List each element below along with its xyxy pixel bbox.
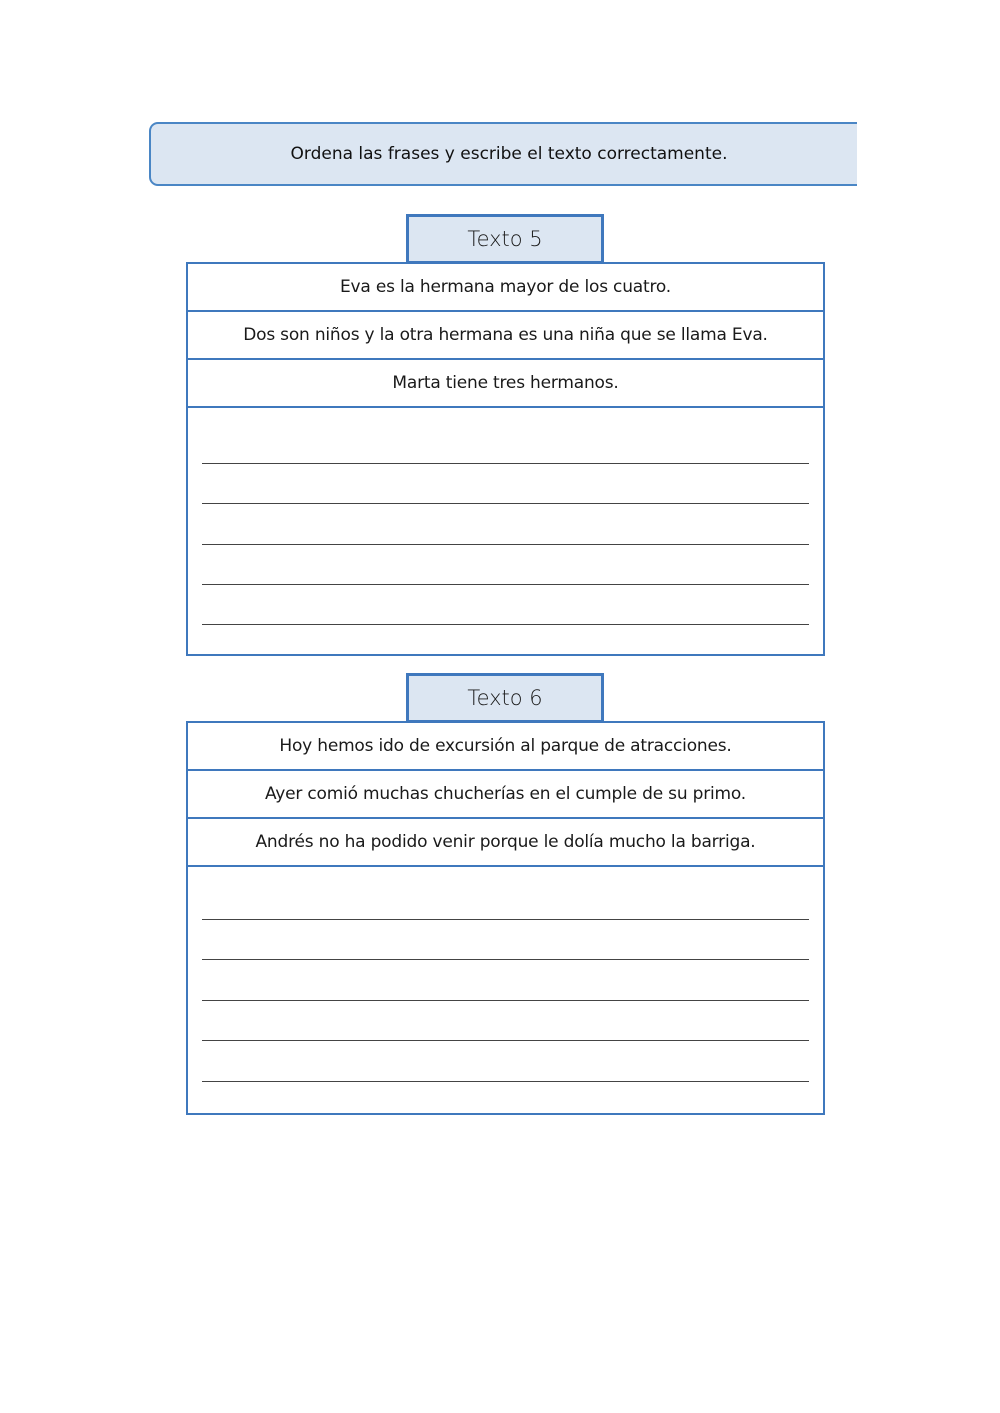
sentence-text: Hoy hemos ido de excursión al parque de atracciones. xyxy=(279,736,732,756)
answer-area[interactable] xyxy=(188,867,823,1113)
exercise-title-label: Texto 5 xyxy=(467,227,543,251)
exercise-title-texto-5 xyxy=(406,214,604,264)
instruction-banner xyxy=(149,122,869,186)
sentence-card[interactable] xyxy=(188,819,823,867)
instruction-text: Ordena las frases y escribe el texto correctamente. xyxy=(290,144,728,164)
sentence-card[interactable] xyxy=(188,771,823,819)
writing-line xyxy=(202,463,809,464)
exercise-title-texto-6 xyxy=(406,673,604,723)
sentence-text: Eva es la hermana mayor de los cuatro. xyxy=(340,277,671,297)
writing-line xyxy=(202,1000,809,1001)
sentence-text: Dos son niños y la otra hermana es una niña que se llama Eva. xyxy=(243,325,768,345)
exercise-box-texto-6 xyxy=(186,721,825,1115)
sentence-card[interactable] xyxy=(188,264,823,312)
sentence-card[interactable] xyxy=(188,360,823,408)
sentence-text: Ayer comió muchas chucherías en el cumple de su primo. xyxy=(265,784,746,804)
writing-line xyxy=(202,544,809,545)
answer-area[interactable] xyxy=(188,408,823,654)
sentence-text: Andrés no ha podido venir porque le dolía mucho la barriga. xyxy=(255,832,756,852)
sentence-text: Marta tiene tres hermanos. xyxy=(392,373,619,393)
exercise-title-label: Texto 6 xyxy=(467,686,543,710)
writing-line xyxy=(202,624,809,625)
page-edge xyxy=(857,110,897,200)
exercise-box-texto-5 xyxy=(186,262,825,656)
writing-line xyxy=(202,1081,809,1082)
writing-line xyxy=(202,1040,809,1041)
sentence-card[interactable] xyxy=(188,312,823,360)
writing-line xyxy=(202,503,809,504)
writing-line xyxy=(202,959,809,960)
writing-line xyxy=(202,584,809,585)
writing-line xyxy=(202,919,809,920)
sentence-card[interactable] xyxy=(188,723,823,771)
